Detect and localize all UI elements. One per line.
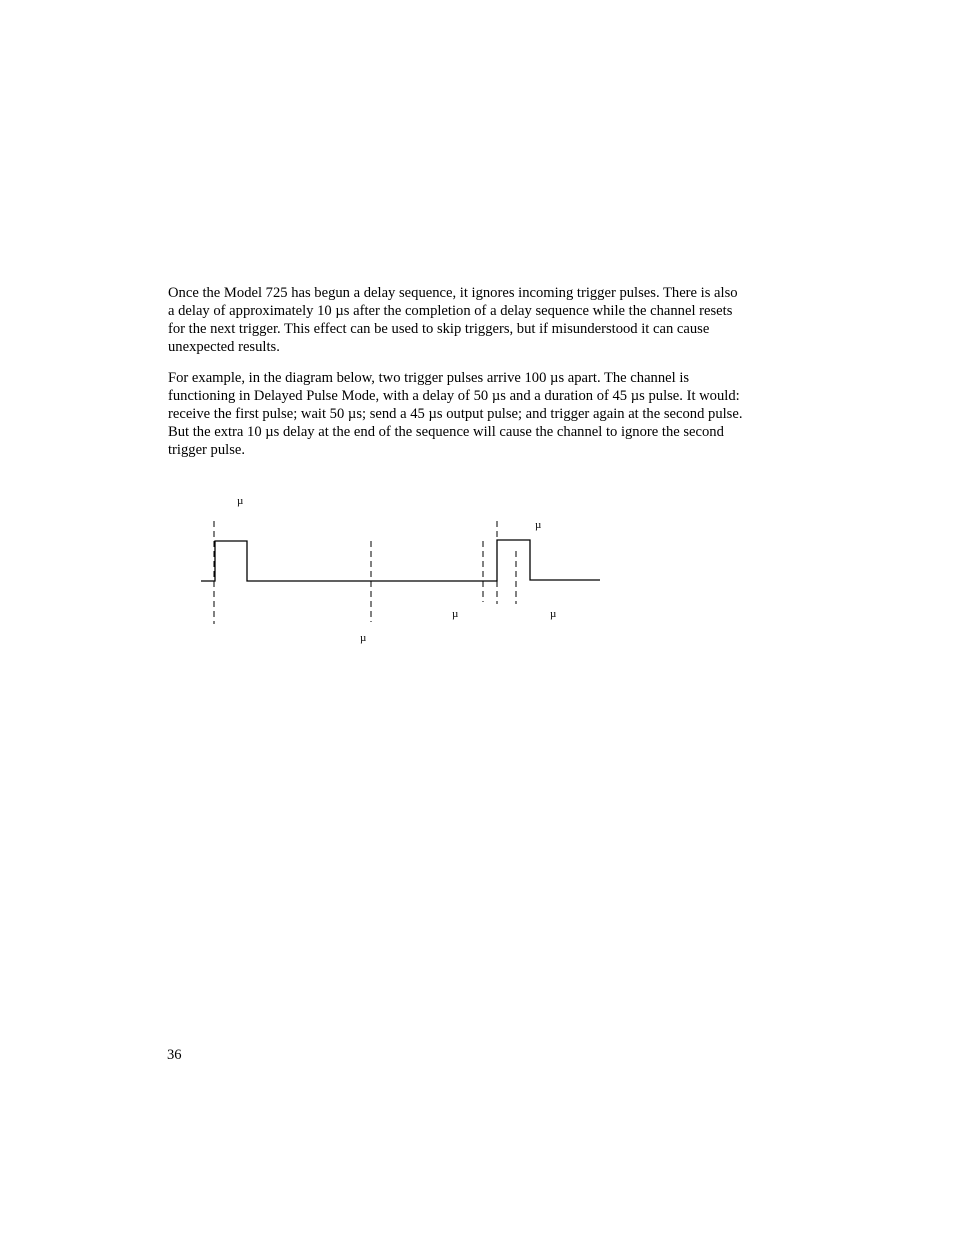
reset-delay-label: µ — [550, 608, 557, 620]
paragraph-line: Once the Model 725 has begun a delay sequence, it ignores incoming trigger pulses. There is also — [168, 285, 738, 301]
paragraph-line: But the extra 10 µs delay at the end of the sequence will cause the channel to ignore the second — [168, 424, 724, 440]
page-number: 36 — [167, 1047, 182, 1063]
paragraph-line: unexpected results. — [168, 339, 280, 355]
paragraph-line: trigger pulse. — [168, 442, 246, 458]
trigger-delay-label: µ — [452, 608, 459, 620]
paragraph-line: a delay of approximately 10 µs after the completion of a delay sequence while the channel resets — [168, 303, 733, 319]
first-trigger-label: µ — [360, 632, 367, 644]
output-waveform — [201, 540, 600, 581]
second-pulse-label: µ — [535, 519, 542, 531]
paragraph-line: functioning in Delayed Pulse Mode, with a delay of 50 µs and a duration of 45 µs pulse. It would: — [168, 388, 740, 404]
paragraph-line: for the next trigger. This effect can be used to skip triggers, but if misunderstood it can cause — [168, 321, 710, 337]
paragraph-line: receive the first pulse; wait 50 µs; send a 45 µs output pulse; and trigger again at the second pulse. — [168, 406, 743, 422]
first-pulse-label: µ — [237, 495, 244, 507]
paragraph-line: For example, in the diagram below, two trigger pulses arrive 100 µs apart. The channel is — [168, 370, 690, 386]
